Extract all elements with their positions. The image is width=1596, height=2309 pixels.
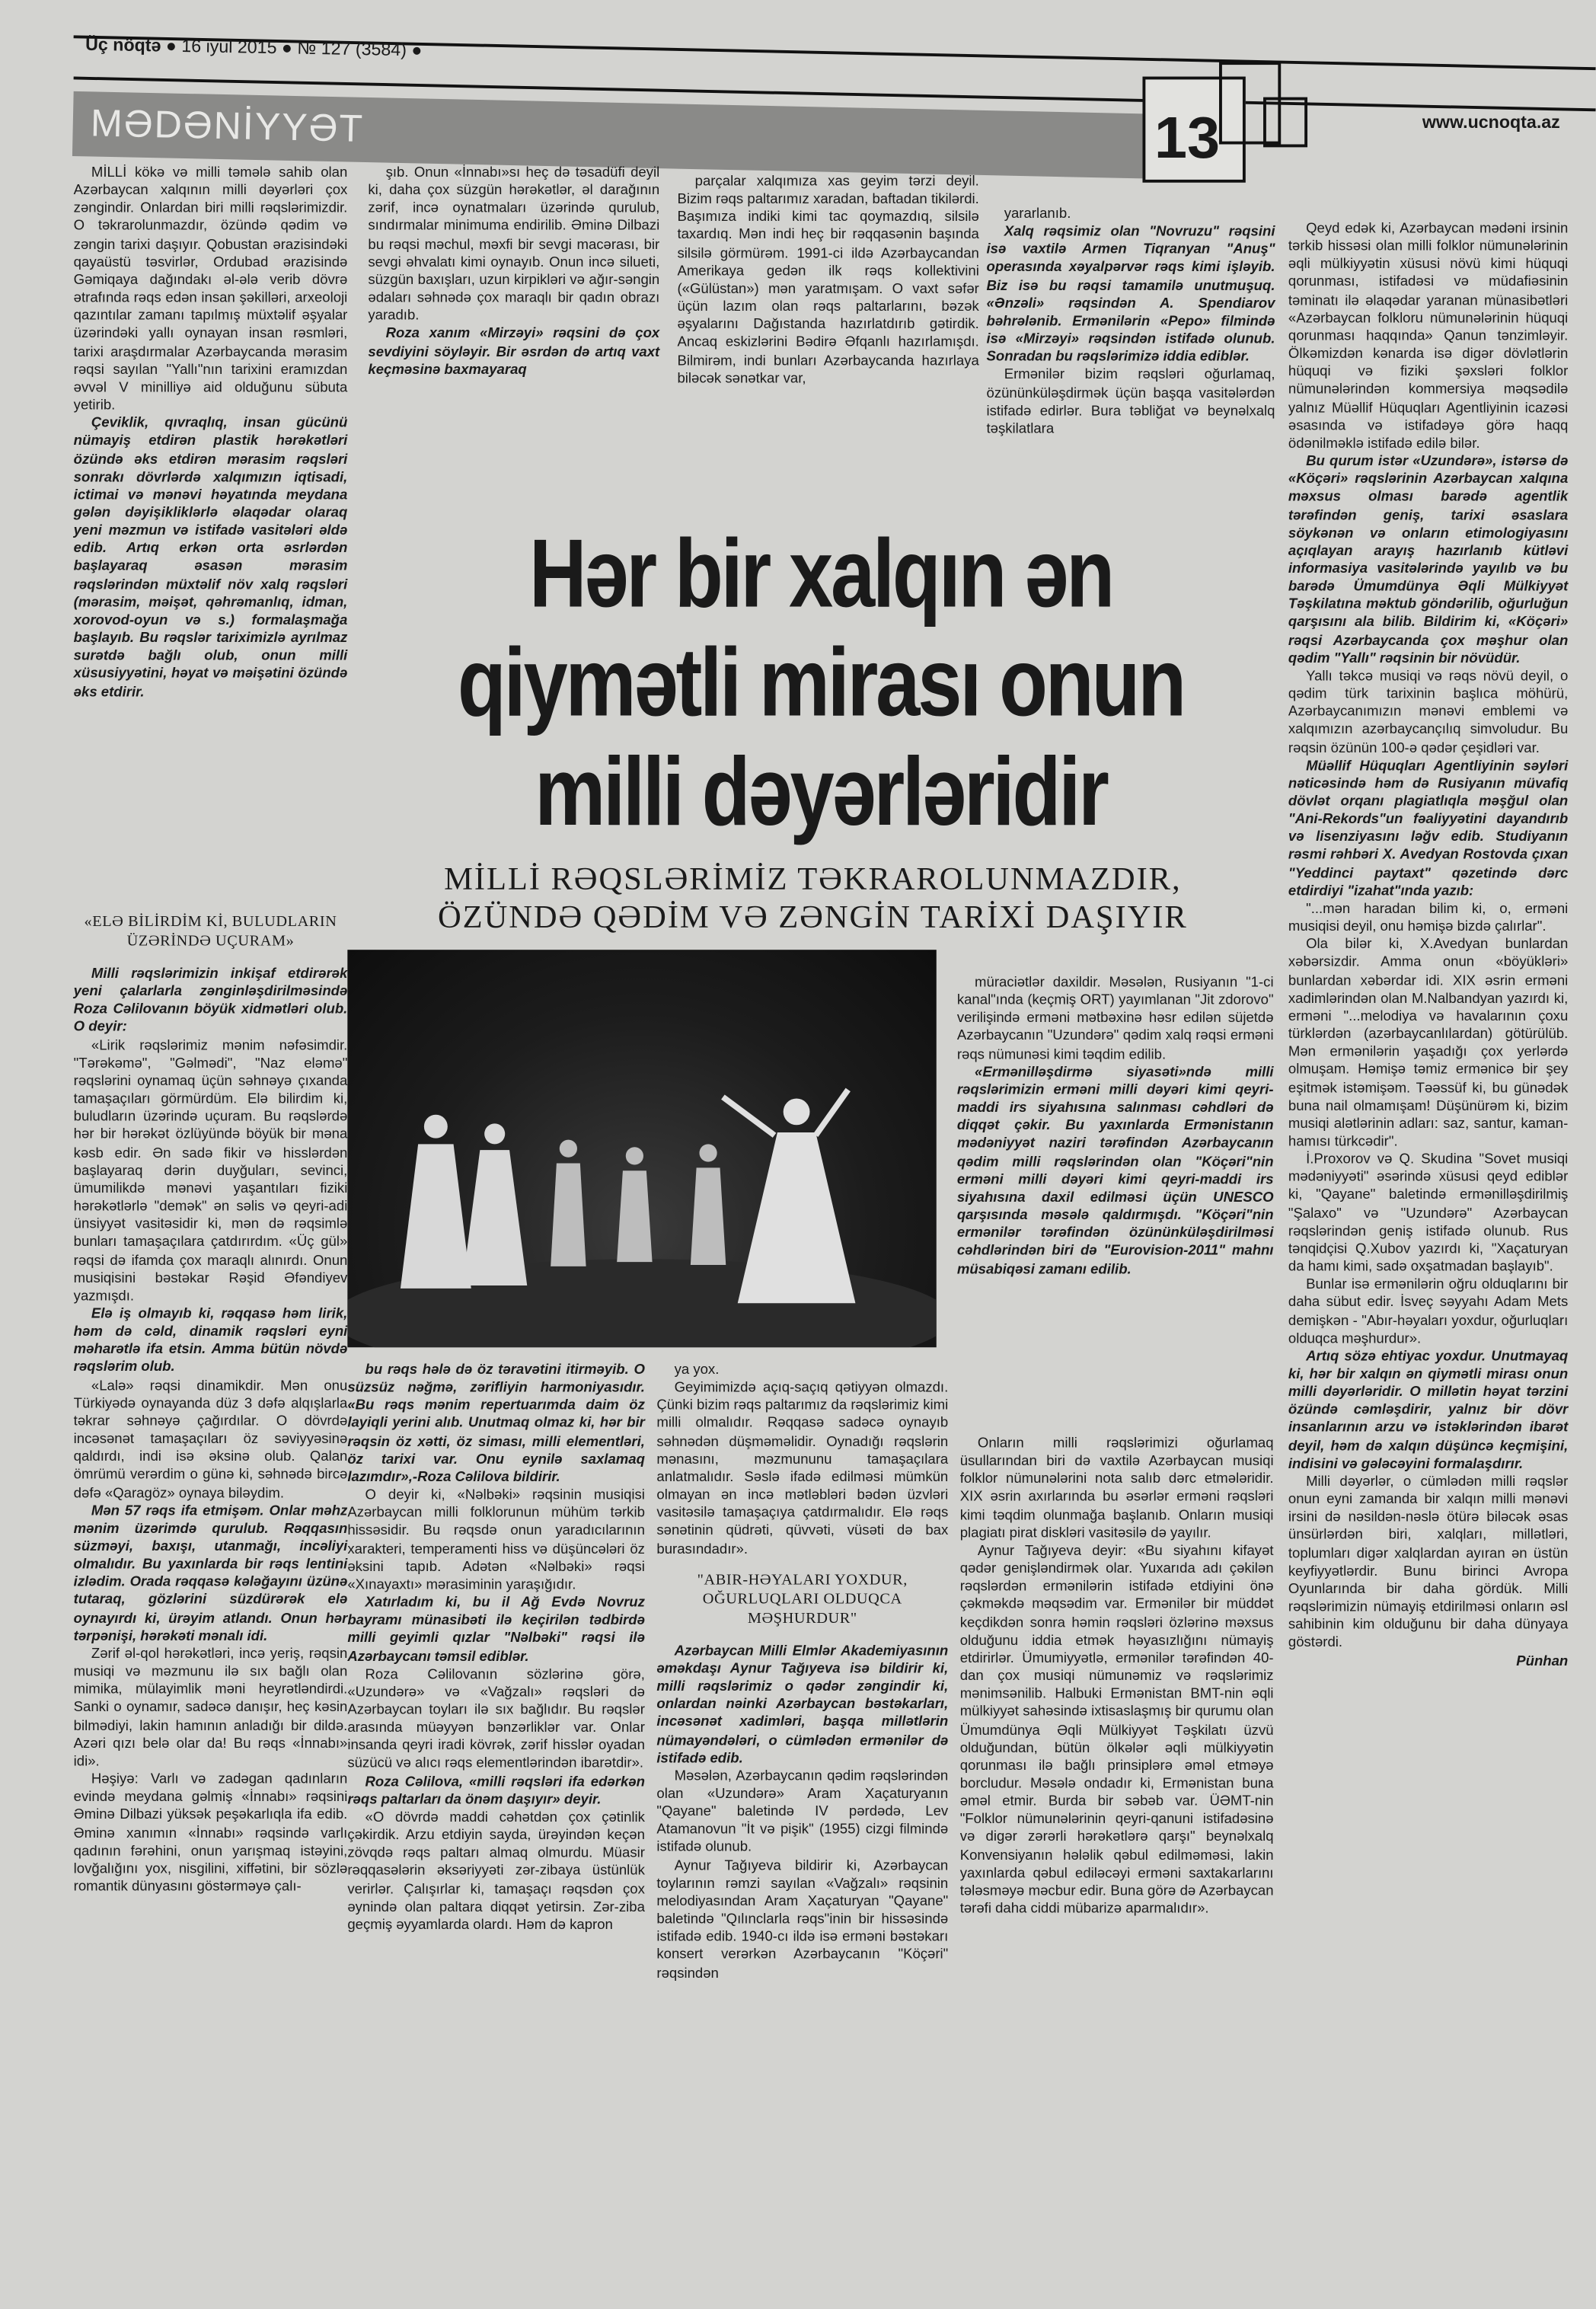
article-paragraph: «Lirik rəqslərimiz mənim nəfəsimdir. "Tərəkəmə", "Gəlmədi", "Naz eləmə" rəqslərini oynamaq üçün səhnəyə çıxanda tamaşaçıları görmürdüm. Elə bilirdim ki, buludların üzərində uçuram. Bu rəqslərdə hər bir hərəkət özlüyündə böyük bir məna kəsb edir. Ən sadə fikir və hisslərdən başlayaraq dərin duyğuları, sevinci, ümumilikdə mənəvi yaşantıları fiziki hərəkətlərlə "demək" ən səlis və qeyri-adi ünsiyyət vasitəsidir ki, mən də rəqsimlə bunları tamaşaçılara çatdırırdım. «Üç gül» rəqsi də ifamda çox maraqlı alınırdı. Onun musiqisini bəstəkar Rəşid Əfəndiyev yazmışdı. [73, 1037, 348, 1305]
column-1-bottom [74, 901, 348, 1896]
column-4-top [987, 206, 1275, 439]
article-paragraph: Ola bilər ki, X.Avedyan bunlardan xəbərsizdir. Amma onun «böyükləri» bunlardan xəbərdar idi. XIX əsrin erməni xadimlərindən olan M.Nalbandyan yazırdı ki, erməni "...melodiya və havalarının çoxu türklərdən (azərbaycanlılardan) götürülüb. Mən ermənilərin yaşadığı çox yerlərdə olmuşam. Həmişə təmiz ermənicə bir şey eşitmək istəmişəm. Təəssüf ki, bu günədək buna nail olmamışam! Düşünürəm ki, bizim musiqi alətlərinin adları: saz, santur, kaman-hamısı türkcədir". [1288, 937, 1569, 1151]
article-paragraph: Zərif əl-qol hərəkətləri, incə yeriş, rəqsin musiqi və məzmunu ilə sıx bağlı olan mimika, mülayimlik məni heyrətləndirdi. Sanki o oynamır, sadəcə danışır, heç kəsin bilmədiyi, lakin hamının anladığı bir dildə. Azəri qızı belə olar da! Bu rəqs «İnnabı» idi». [73, 1646, 348, 1770]
website: www.ucnoqta.az [1422, 111, 1560, 133]
article-paragraph: "...mən haradan bilim ki, o, erməni musiqisi deyil, onu həmişə bizdə çalırlar". [1288, 901, 1569, 936]
article-paragraph: Roza xanım «Mirzəyi» rəqsini də çox sevdiyini söyləyir. Bir əsrdən də artıq vaxt keçməsinə baxmayaraq [368, 326, 660, 378]
article-paragraph: «Lalə» rəqsi dinamikdir. Mən onu Türkiyədə oynayanda düz 3 dəfə alqışlarla təkrar səhnəyə çağırdılar. O dövrdə incəsənət tamaşaçıları öz səviyyəsinə qaldırdı, indi isə əksinə olub. Qalan ömrümü verərdim o günə ki, səhnədə bircə dəfə «Qaragöz» oynaya biləydim. [73, 1378, 348, 1502]
article-paragraph: Müəllif Hüquqları Agentliyinin səyləri nəticəsində həm də Rusiyanın müvafiq dövlət orqanı plagiatlıqla məşğul olan "Ani-Rekords"un fəaliyyətini dayandırıb və lisenziyasını ləğv edib. Studiyanın rəsmi rəhbəri X. Avedyan Rostovda çıxan "Yeddinci paytaxt" qəzetində dərc etdirdiyi "izahat"ında yazıb: [1288, 758, 1569, 900]
column-right-of-photo [957, 975, 1274, 1279]
article-paragraph: Mən 57 rəqs ifa etmişəm. Onlar məhz mənim üzərimdə qurulub. Rəqqasın süzməyi, baxışı, utanmağı, incəliyi olmalıdır. Bu yaxınlarda bir rəqs lentini izlədim. Orada rəqqasə kələğayını üzünə tutaraq, gözlərini süzdürərək elə oynayırdı ki, ürəyim atlandı. Onun hər tərpənişi, hərəkəti mənalı idi. [73, 1503, 348, 1645]
article-paragraph: Xalq rəqsimiz olan "Novruzu" rəqsini isə vaxtilə Armen Tiqranyan "Anuş" operasında xəyalpərvər rəqs kimi işləyib. Biz isə bu rəqsi tamamilə unutmuşuq. «Ənzəli» rəqsindən A. Spendiarov bəhrələnib. Ermənilərin «Pepo» filmində isə «Mirzəyi» rəqsindən istifadə olunub. Sonradan bu rəqslərimizə iddia ediblər. [986, 224, 1275, 366]
article-paragraph: Elə iş olmayıb ki, rəqqasə həm lirik, həm də cəld, dinamik rəqsləri eyni məharətlə ifa etsin. Amma bütün növdə rəqslərim olub. [73, 1306, 348, 1376]
author-signature: Pünhan [1516, 1653, 1569, 1669]
article-paragraph: ya yox. [674, 1362, 720, 1378]
article-paragraph: müraciətlər daxildir. Məsələn, Rusiyanın "1-ci kanal"ında (keçmiş ORT) yayımlanan "Jit zdorovo" verilişində erməni mətbəxinə həsr edilən süjetdə Azərbaycanın "Uzundərə" qədim xalq rəqsi erməni rəqs nümunəsi kimi təqdim edilib. [956, 975, 1274, 1063]
article-paragraph: şıb. Onun «İnnabı»sı heç də təsadüfi deyil ki, daha çox süzgün hərəkətlər, əl darağının zərif, incə oynatmaları üzərində qurulub, sındırmalar minimuma endirilib. Əminə Dilbazi bu rəqsi məchul, məxfi bir sevgi macərası, bir sevgi əhvalatı kimi oynayıb. Onun incə silueti, süzgün baxışları, uzun kirpikləri və ağır-səngin ədaları səhnədə çox maraqlı bir qadın obrazı yaradıb. [368, 164, 660, 324]
article-paragraph: Çeviklik, qıvraqlıq, insan gücünü nümayiş etdirən plastik hərəkətləri özündə əks etdirən mərasim rəqsləri sonrakı dövrlərdə xalqımızın iqtisadi, ictimai və mənəvi həyatında meydana gələn dəyişikliklərlə əlaqədar olaraq yeni məzmun və istifadə vasitələri əldə edib. Artıq erkən orta əsrlərdən başlayaraq əsasən mərasim rəqslərindən müxtəlif növ xalq rəqsləri (mərasim, məişət, qəhrəmanlıq, idman, xorovod-oyun və s.) formalaşmağa başlayıb. Bu rəqslər tariximizlə ayrılmaz surətdə bağlı olub, onun milli xüsusiyyətini, həyat və məişətini özündə əks etdirir. [73, 415, 348, 701]
article-paragraph: Bunlar isə ermənilərin oğru olduqlarını bir daha sübut edir. İsveç səyyahı Adam Mets demişkən - "Abır-həyaları yoxdur, oğurluqları olduqca məşhurdur». [1288, 1276, 1569, 1347]
column-1-top [74, 165, 348, 702]
article-paragraph: parçalar xalqımıza xas geyim tərzi deyil. Bizim rəqs paltarımız xaradan, baftadan tikilərdi. Başımıza indiki kimi tac qoymazdıq, silsilə taxardıq. Mən indi heç bir rəqqasənin başında silsilə görmürəm. 1991-ci ildə Azərbaycandan Amerikaya gedən ilk rəqs kollektivini («Gülüstan») mən yaratmışam. O vaxt səfər üçün lazım olan rəqs paltarlarını, bəzək əşyalarını Dağıstanda hazırlatdırıb gətirdik. Ancaq eskizlərini Bədirə Əfqanlı hazırlamışdı. Bilmirəm, indi bunları Azərbaycanda hazırlaya biləcək sənətkar var, [677, 174, 979, 387]
column-a [347, 1362, 645, 1935]
article-paragraph: Məsələn, Azərbaycanın qədim rəqslərindən olan «Uzundərə» Aram Xaçaturyanın "Qayane" baletində IV pərdədə, Lev Atamanovun "İt və pişik" (1955) cizgi filmində istifadə olunub. [656, 1768, 949, 1857]
article-paragraph: Artıq sözə ehtiyac yoxdur. Unutmayaq ki, hər bir xalqın ən qiymətli mirası onun milli dəyərləridir. O millətin həyat tərzini özündə cəmləşdirir, yalnız bir dövr insanlarının arzu və istəklərindən ibarət deyil, həm də xalqın düşüncə keçmişini, indisini və gələcəyini formalaşdırır. [1288, 1348, 1569, 1473]
dancers-illustration [347, 950, 936, 1347]
column-b [656, 1362, 948, 1983]
article-paragraph: İ.Proxorov və Q. Skudina "Sovet musiqi mədəniyyəti" əsərində xüsusi qeyd ediblər ki, "Qayane" baletində ermənilləşdirilmiş "Şalaxo" və "Uzundərə" Azərbaycan rəqslərindən geniş istifadə olunub. Rus tənqidçisi Q.Xubov yazırdı ki, "Xaçaturyan da hamı kimi, sadə oxşatmadan başlayıb". [1288, 1151, 1569, 1276]
column-c [960, 1436, 1274, 1919]
article-paragraph: «O dövrdə maddi cəhətdən çox çətinlik çəkirdik. Arzu etdiyin sayda, ürəyindən keçən zövqdə rəqs paltarı almaq olmurdu. Müasir rəqqasələrin əksəriyyəti zər-zibaya üstünlük verirlər. Çalışırlar ki, tamaşaçı rəqsdən çox əynində olan paltara diqqət yetirsin. Zər-ziba geçmiş əyyamlarda olardı. Həm də kapron [347, 1809, 645, 1934]
article-paragraph: MİLLİ kökə və milli təmələ sahib olan Azərbaycan xalqının milli dəyərləri çox zəngindir. Onlardan biri milli rəqslərimizdir. O təkrarolunmazdır, özündə qədim və zəngin tarixi daşıyır. Qobustan ərazisindəki qayaüstü təsvirlər, Ordubad ərazisində Gəmiqaya dağındakı əl-ələ verib dövrə ətrafında rəqs edən insan şəkilləri, arxeoloji qazıntılar zamanı tapılmış müxtəlif əşyalar üzərindəki yallı oynayan insan rəsmləri, tarixi araşdırmalar Azərbaycanda mərasim rəqsi sayılan "Yallı"nın tarixini eramızdan əvvəl V minilliyə aid olduğunu sübuta yetirib. [73, 164, 348, 414]
column-3-top [677, 174, 978, 388]
issue-number: № 127 (3584) [297, 37, 407, 60]
section-subheading: «ELƏ BİLİRDİM Kİ, BULUDLARIN ÜZƏRİNDƏ UÇURAM» [84, 914, 337, 950]
article-paragraph: Milli rəqslərimizin inkişaf etdirərək yeni çalarlarla zənginləşdirilməsində Roza Cəlilovanın böyük xidmətləri olub. O deyir: [73, 966, 348, 1036]
article-paragraph: Onların milli rəqslərimizi oğurlamaq üsullarından biri də vaxtilə Azərbaycan musiqi folklor nümunələrini nota salıb dərc etmələridir. XIX əsrin axırlarında bu əsərlər erməni rəqsləri kimi təqdim olunmağa başlanıb. Onların musiqi plagiatı pirat diskləri vasitəsilə də yayılır. [959, 1436, 1274, 1542]
subheadline-line-2: ÖZÜNDƏ QƏDİM VƏ ZƏNGİN TARİXİ DAŞIYIR [438, 898, 1188, 935]
article-paragraph: «Ermənilləşdirmə siyasəti»ndə milli rəqslərimizin erməni milli dəyəri kimi qeyri-maddi irs siyahısına salınması cəhdləri də diqqət çəkir. Bu yaxınlarda Ermənistanın mədəniyyət naziri tərəfindən Azərbaycanın qədim milli rəqslərindən olan "Köçəri"nin erməni milli dəyəri kimi qeyri-maddi irs siyahısına daxil edilməsi üçün UNESCO qarşısında məsələ qaldırmışdı. "Köçəri"nin ermənilər tərəfindən özününküləşdirilməsi cəhdlərindən biri də "Eurovision-2011" mahnı müsabiqəsi zamanı edilib. [956, 1064, 1274, 1278]
article-paragraph: O deyir ki, «Nəlbəki» rəqsinin musiqisi Azərbaycan milli folklorunun mühüm tərkib hissəsidir. Bu rəqsdə onun yaradıcılarının xarakteri, temperamenti hiss və düşüncələri öz əksini tapıb. Adətən «Nəlbəki» rəqsi «Xınayaxtı» mərasiminin yaraşığıdır. [347, 1487, 645, 1593]
article-paragraph: Yallı təkcə musiqi və rəqs növü deyil, o qədim türk tarixinin başlıca möhürü, Azərbaycanımızın mənəvi emblemi və xalqımızın azərbaycançılıq simvoludur. Bu rəqsin özünün 100-ə qədər çeşidləri var. [1288, 668, 1569, 756]
article-paragraph: Ermənilər bizim rəqsləri oğurlamaq, özününküləşdirmək üçün başqa vasitələrdən istifadə edirlər. Bura təbliğat və beynəlxalq təşkilatlara [986, 367, 1275, 438]
headline [368, 519, 1273, 845]
headline-line-3: milli dəyərləridir [535, 736, 1107, 845]
article-paragraph: bu rəqs hələ də öz təravətini itirməyib. O süzsüz nəğmə, zərifliyin harmoniyasıdır. «Bu rəqs mənim repertuarımda daim öz layiqli yerini alıb. Unutmaq olmaz ki, hər bir rəqsin öz xətti, öz siması, milli elementləri, öz tarixi var. Onu eynilə saxlamaq lazımdır»,-Roza Cəlilova bildirir. [347, 1362, 645, 1486]
headline-line-1: Hər bir xalqın ən [528, 518, 1112, 628]
column-2-top [368, 165, 659, 380]
dance-stage-photo [347, 950, 936, 1347]
masthead: Üç nöqtə ● 16 iyul 2015 ● № 127 (3584) ● [85, 34, 423, 61]
article-paragraph: Həşiyə: Varlı və zadəgan qadınların evində meydana gəlmiş «İnnabı» rəqsini Əminə Dilbazi yüksək peşəkarlıqla ifa edib. Əminə xanımın «İnnabı» rəqsində varlı qadının fərəhini, onun yarışmaq istəyini, lovğalığını yox, nisgilini, xiffətini, bir sözlə romantik dünyasını göstərməyə çalı- [73, 1771, 348, 1895]
article-paragraph: Roza Cəlilova, «milli rəqsləri ifa edərkən rəqs paltarları da önəm daşıyır» deyir. [347, 1774, 645, 1808]
section-title: MƏDƏNİYYƏT [90, 100, 365, 151]
article-paragraph: Milli dəyərlər, o cümlədən milli rəqslər onun eyni zamanda bir xalqın milli mənəvi irsini də nəsildən-nəslə ötürə biləcək əsas ünsürlərdən biri, xalqları, millətləri, toplumları digər xalqlardan ayıran ən üstün keyfiyyətlərdir. Bunu birinci Avropa Oyunlarında bir daha gördük. Milli rəqslərimizin nümayiş etdirilməsi onların əsl sahibinin kim olduğunu bir daha dünyaya göstərdi. [1288, 1474, 1569, 1652]
article-paragraph: yararlanıb. [1004, 206, 1071, 222]
logo-square-2 [1263, 97, 1307, 148]
article-paragraph: Geyimimizdə açıq-saçıq qətiyyən olmazdı. Çünki bizim rəqs paltarımız da rəqslərimiz kimi milli olmalıdır. Rəqqasə sadəcə oynayıb səhnədən düşməməlidir. Oynadığı rəqslərin mənasını, məzmununu tamaşaçılara anlatmalıdır. Səslə ifadə edilməsi mümkün olmayan ən incə mətləbləri bədən üzvləri vasitəsilə tamaşaçıya çatdırmalıdır. Elə rəqs sənətinin qüdrəti, qüvvəti, vüsəti də bax burasındadır». [656, 1380, 949, 1557]
headline-line-2: qiymətli mirası onun [457, 627, 1185, 736]
article-paragraph: Aynur Tağıyeva deyir: «Bu siyahını kifayət qədər genişləndirmək olar. Yuxarıda adı çəkilən rəqslərdən ermənilərin istifadə etdiyini önə çəkməkdə məqsədim var. Ermənilər bir müddət keçdikdən sonra həmin rəqsləri özlərinə məxsus olduğunu iddia etmək həyasızlığını nümayiş etdirirlər. Ümumiyyətlə, ermənilər tərəfindən 40-dan çox musiqi nümunəmiz və rəqslərimiz mənimsənilib. Halbuki Ermənistan BMT-nin əqli mülkiyyət sahəsində ixtisaslaşmış bir qurumu olan Ümumdünya Əqli Mülkiyyət Təşkilatı üzvü olduğundan, bütün ölkələr əqli mülkiyyətin qorunması ilə bağlı prinsiplərə əməl etməyə borcludur. Məsələ ondadır ki, Ermənistan buna əməl etmir. Burda bir səbəb var. ÜƏMT-nin "Folklor nümunələrinin qeyri-qanuni istifadəsinə və digər zərərli hərəkətlərə qarşı" beynəlxalq Konvensiyanın hələlik qəbul edilməməsi, lakin yaxınlarda qəbul ediləcəyi erməni saxtakarlarını tələsməyə məcbur edir. Buna görə də Azərbaycan tərəfi daha ciddi mübarizə aparmalıdır». [959, 1543, 1274, 1918]
subheadline [386, 860, 1240, 937]
section-subheading: "ABIR-HƏYALARI YOXDUR, OĞURLUQLARI OLDUQCA MƏŞHURDUR" [697, 1572, 908, 1627]
article-paragraph: Aynur Tağıyeva bildirir ki, Azərbaycan toylarının rəmzi sayılan «Vağzalı» rəqsinin melodiyasından Aram Xaçaturyan "Qayane" baletində "Qılınclarla rəqs"inin bir hissəsində istifadə edib. 1940-cı ildə isə erməni bəstəkarı konsert verərkən Azərbaycanın "Köçəri" rəqsindən [656, 1857, 949, 1982]
article-paragraph: Bu qurum istər «Uzundərə», istərsə də «Köçəri» rəqslərinin Azərbaycan xalqına məxsus olması barədə agentlik tərəfindən geniş, tarixi əsaslara söykənən və onların etimologiyasını açıqlayan arayış hazırlanıb kütləvi informasiya vasitələrində yayılıb və bu barədə Ümumdünya Əqli Mülkiyyət Təşkilatına məktub göndərilib, oğurluğun qarşısını ala bilib. Bildirim ki, «Köçəri» rəqsi Azərbaycanda çox məşhur olan qədim "Yallı" rəqsinin bir növüdür. [1288, 453, 1569, 667]
article-paragraph: Roza Cəlilovanın sözlərinə görə, «Uzundərə» və «Vağzalı» rəqsləri də Azərbaycan toyları ilə sıx bağlıdır. Bu rəqslər arasında müəyyən bənzərliklər var. Onlar insanda qeyri iradi kövrək, zərif hisslər oyadan süzücü və alıcı rəqs elementlərindən ibarətdir». [347, 1666, 645, 1772]
page-number: 13 [1154, 106, 1220, 171]
subheadline-line-1: MİLLİ RƏQSLƏRİMİZ TƏKRAROLUNMAZDIR, [444, 860, 1182, 897]
article-paragraph: Xatırladım ki, bu il Ağ Evdə Novruz bayramı münasibəti ilə keçirilən tədbirdə milli geyimli qızlar "Nəlbəki" rəqsi ilə Azərbaycanı təmsil ediblər. [347, 1595, 645, 1665]
article-paragraph: Qeyd edək ki, Azərbaycan mədəni irsinin tərkib hissəsi olan milli folklor nümunələrinin əqli mülkiyyətin xüsusi növü kimi hüquqi qorunması, istifadəsi və müdafiəsinin təminatı ilə əlaqədar yaranan münasibətləri «Azərbaycan folkloru nümunələrinin hüquqi qorunması haqqında» Qanun tənzimləyir. Ölkəmizdən kənarda isə digər dövlətlərin hüquqi və fiziki şəxsləri folklor nümunələrindən kommersiya məqsədilə yalnız Müəllif Hüquqları Agentliyinin icazəsi əsasında və istifadəyə görə haqq ödənilməklə istifadə edilə bilər. [1288, 221, 1569, 452]
article-paragraph: Azərbaycan Milli Elmlər Akademiyasının əməkdaşı Aynur Tağıyeva isə bildirir ki, milli rəqslərimiz o qədər zəngindir ki, onlardan nəinki Azərbaycan bəstəkarları, incəsənət xadimləri, başqa millətlərin nümayəndələri, o cümlədən ermənilər də istifadə edib. [656, 1643, 949, 1767]
column-5 [1288, 221, 1568, 1671]
paper-name: Üç nöqtə [85, 34, 161, 56]
issue-date: 16 iyul 2015 [181, 35, 277, 58]
